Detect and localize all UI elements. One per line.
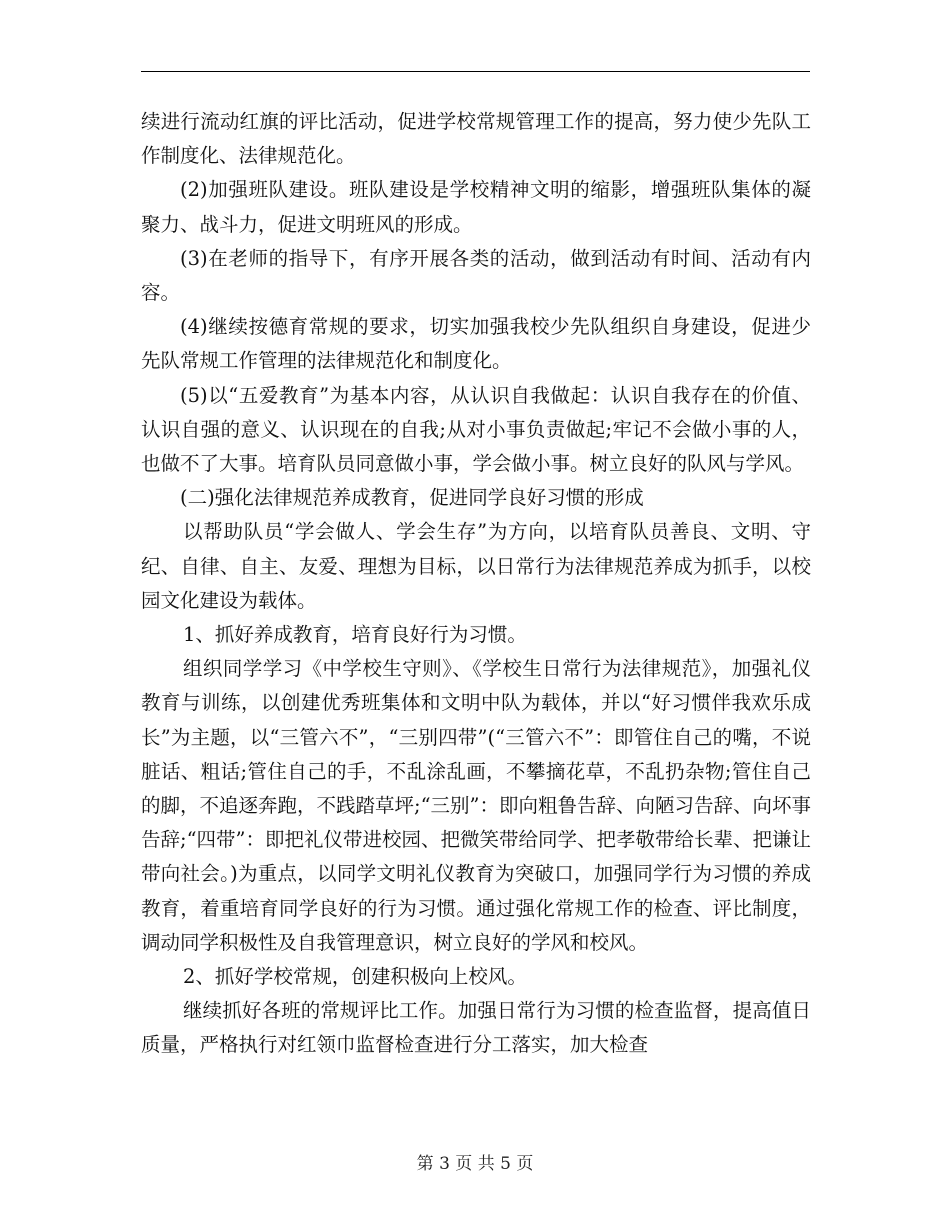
paragraph-item-2: (2)加强班队建设。班队建设是学校精神文明的缩影，增强班队集体的凝聚力、战斗力，促进文明班风的形成。: [141, 178, 811, 236]
header-rule: [141, 71, 810, 72]
paragraph-item-4: (4)继续按德育常规的要求，切实加强我校少先队组织自身建设，促进少先队常规工作管理的法律规范化和制度化。: [141, 315, 811, 373]
paragraph-etiquette: 组织同学学习《中学校生守则》、《学校生日常行为法律规范》，加强礼仪教育与训练，以创建优秀班集体和文明中队为载体，并以“好习惯伴我欢乐成长”为主题，以“三管六不”，“三别四带”(“三管六不”：即管住自己的嘴，不说脏话、粗话;管住自己的手，不乱涂乱画，不攀摘花草，不乱扔杂物;管住自己的脚，不追逐奔跑，不践踏草坪;“三别”：即向粗鲁告辞、向陋习告辞、向坏事告辞;“四带”：即把礼仪带进校园、把微笑带给同学、把孝敬带给长辈、把谦让带向社会。)为重点，以同学文明礼仪教育为突破口，加强同学行为习惯的养成教育，着重培育同学良好的行为习惯。通过强化常规工作的检查、评比制度，调动同学积极性及自我管理意识，树立良好的学风和校风。: [141, 657, 812, 954]
subheading-2: 2、抓好学校常规，创建积极向上校风。: [183, 965, 527, 989]
section-heading-2: (二)强化法律规范养成教育，促进同学良好习惯的形成: [180, 486, 644, 510]
subheading-1: 1、抓好养成教育，培育良好行为习惯。: [183, 623, 527, 647]
paragraph-continuation: 续进行流动红旗的评比活动，促进学校常规管理工作的提高，努力使少先队工作制度化、法律规范化。: [141, 110, 811, 168]
paragraph-routine: 继续抓好各班的常规评比工作。加强日常行为习惯的检查监督，提高值日质量，严格执行对红领巾监督检查进行分工落实，加大检查: [141, 999, 811, 1057]
paragraph-item-5: (5)以“五爱教育”为基本内容，从认识自我做起：认识自我存在的价值、认识自强的意义、认识现在的自我;从对小事负责做起;牢记不会做小事的人，也做不了大事。培育队员同意做小事，学会做小事。树立良好的队风与学风。: [141, 383, 811, 476]
page-number-footer: 第 3 页 共 5 页: [416, 1154, 534, 1174]
paragraph-section-intro: 以帮助队员“学会做人、学会生存”为方向，以培育队员善良、文明、守纪、自律、自主、友爱、理想为目标，以日常行为法律规范养成为抓手，以校园文化建设为载体。: [141, 520, 811, 612]
document-body: [141, 105, 811, 1063]
paragraph-item-3: (3)在老师的指导下，有序开展各类的活动，做到活动有时间、活动有内容。: [141, 246, 811, 305]
